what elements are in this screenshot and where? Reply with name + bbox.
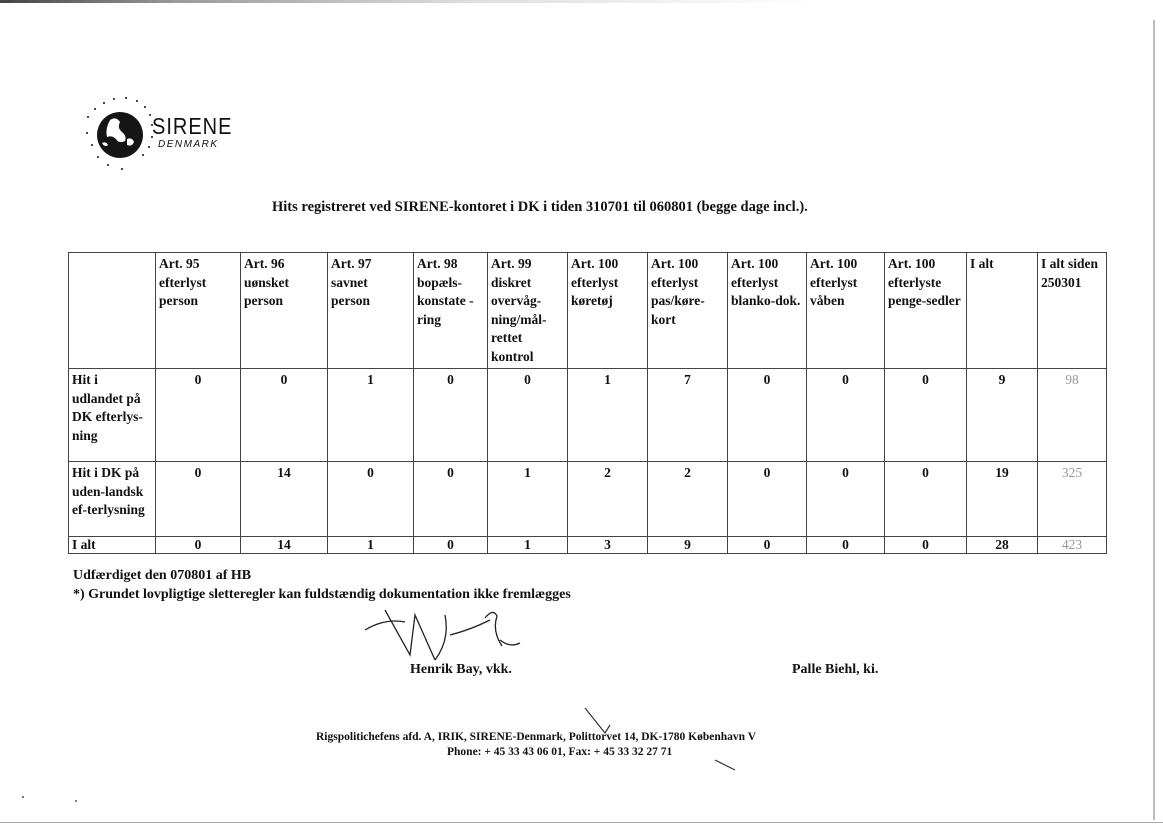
table-row <box>69 369 1107 462</box>
header-art100-weapons: Art. 100 efterlyst våben <box>807 253 885 369</box>
footer-address: Rigspolitichefens afd. A, IRIK, SIRENE-Denmark, Polittorvet 14, DK-1780 København V <box>316 731 756 743</box>
table-row <box>69 462 1107 537</box>
table-cell: 3 <box>568 537 648 554</box>
table-cell: 7 <box>648 369 728 462</box>
scan-speck <box>22 796 24 798</box>
table-row-total <box>69 537 1107 554</box>
table-cell: 0 <box>885 369 967 462</box>
table-header-row <box>69 253 1107 369</box>
header-total-since: I alt siden 250301 <box>1038 253 1107 369</box>
table-cell: 1 <box>568 369 648 462</box>
table-cell: 0 <box>414 537 488 554</box>
table-cell: 423 <box>1038 537 1107 554</box>
header-total: I alt <box>967 253 1038 369</box>
table-cell: 0 <box>807 369 885 462</box>
scan-edge-bottom <box>0 822 1163 823</box>
table-cell: 1 <box>328 537 414 554</box>
table-cell: 0 <box>156 462 241 537</box>
header-art96: Art. 96 uønsket person <box>241 253 328 369</box>
scan-edge-top <box>0 0 1163 3</box>
table-cell: 14 <box>241 537 328 554</box>
row-label: Hit i DK på uden-landsk ef-terlysning <box>69 462 156 537</box>
table-cell: 0 <box>807 462 885 537</box>
table-cell: 0 <box>885 537 967 554</box>
header-art100-vehicle: Art. 100 efterlyst køretøj <box>568 253 648 369</box>
header-art100-banknotes: Art. 100 efterlyste penge-sedler <box>885 253 967 369</box>
table-cell: 2 <box>648 462 728 537</box>
table-cell: 98 <box>1038 369 1107 462</box>
table-cell: 9 <box>648 537 728 554</box>
prepared-note: Udfærdiget den 070801 af HB <box>73 568 252 583</box>
row-label: I alt <box>69 537 156 554</box>
scan-edge-right <box>1153 20 1155 820</box>
header-art95: Art. 95 efterlyst person <box>156 253 241 369</box>
logo-wordmark: SIRENE <box>152 114 233 140</box>
header-art97: Art. 97 savnet person <box>328 253 414 369</box>
document-heading: Hits registreret ved SIRENE-kontoret i DK i tiden 310701 til 060801 (begge dage incl.). <box>272 199 808 215</box>
table-cell: 14 <box>241 462 328 537</box>
signatory-left: Henrik Bay, vkk. <box>410 662 512 677</box>
table-cell: 0 <box>488 369 568 462</box>
table-cell: 9 <box>967 369 1038 462</box>
table-cell: 0 <box>728 462 807 537</box>
table-cell: 0 <box>156 537 241 554</box>
header-art100-blank-docs: Art. 100 efterlyst blanko-dok. <box>728 253 807 369</box>
table-cell: 1 <box>488 462 568 537</box>
header-cell-blank <box>69 253 156 369</box>
deletion-footnote: *) Grundet lovpligtige sletteregler kan fuldstændig dokumentation ikke fremlægges <box>73 587 571 602</box>
signatory-right: Palle Biehl, ki. <box>792 662 879 677</box>
table-cell: 0 <box>328 462 414 537</box>
table-cell: 1 <box>328 369 414 462</box>
logo-subtitle: DENMARK <box>158 139 219 150</box>
footer-contact: Phone: + 45 33 43 06 01, Fax: + 45 33 32 27 71 <box>447 746 673 758</box>
table-cell: 28 <box>967 537 1038 554</box>
table-cell: 2 <box>568 462 648 537</box>
scan-speck <box>75 800 77 802</box>
table-cell: 0 <box>414 462 488 537</box>
hits-table <box>68 252 1107 554</box>
table-cell: 325 <box>1038 462 1107 537</box>
table-cell: 0 <box>414 369 488 462</box>
table-cell: 0 <box>728 369 807 462</box>
header-art100-passport: Art. 100 efterlyst pas/køre-kort <box>648 253 728 369</box>
header-art98: Art. 98 bopæls-konstate -ring <box>414 253 488 369</box>
row-label: Hit i udlandet på DK efterlys-ning <box>69 369 156 462</box>
table-cell: 19 <box>967 462 1038 537</box>
table-cell: 0 <box>241 369 328 462</box>
table-cell: 0 <box>807 537 885 554</box>
table-cell: 0 <box>156 369 241 462</box>
table-cell: 1 <box>488 537 568 554</box>
table-cell: 0 <box>885 462 967 537</box>
header-art99: Art. 99 diskret overvåg-ning/mål-rettet kontrol <box>488 253 568 369</box>
table-cell: 0 <box>728 537 807 554</box>
